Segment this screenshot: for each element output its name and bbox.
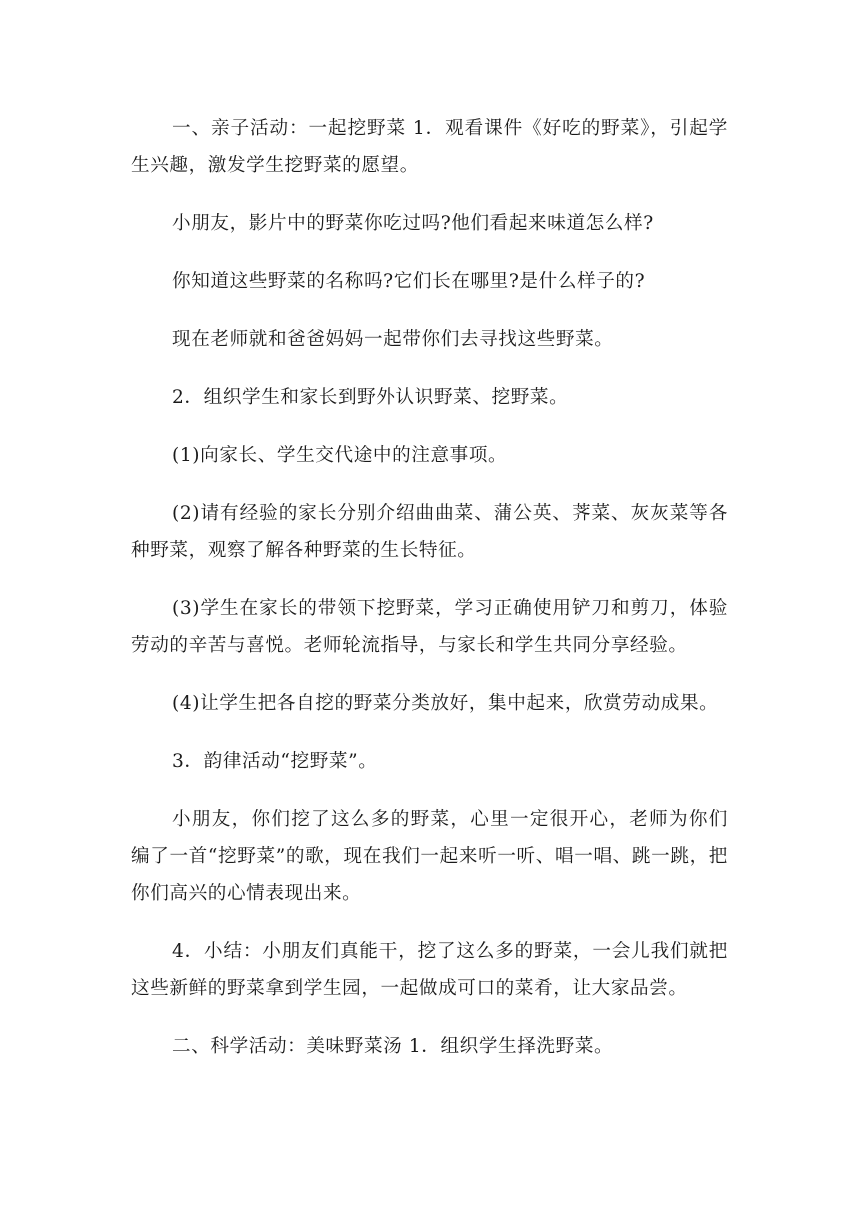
paragraph-step-2: 2．组织学生和家长到野外认识野菜、挖野菜。 [172, 387, 569, 408]
paragraph-search-together: 现在老师就和爸爸妈妈一起带你们去寻找这些野菜。 [172, 329, 614, 350]
paragraph-question-taste: 小朋友，影片中的野菜你吃过吗?他们看起来味道怎么样? [172, 213, 654, 234]
document-page [131, 110, 728, 1086]
paragraph-step-2-4: (4)让学生把各自挖的野菜分类放好，集中起来，欣赏劳动成果。 [172, 693, 719, 714]
paragraph-song: 小朋友，你们挖了这么多的野菜，心里一定很开心，老师为你们编了一首“挖野菜”的歌，现在我们一起来听一听、唱一唱、跳一跳，把你们高兴的心情表现出来。 [131, 809, 728, 904]
paragraph-parent-child-activity: 一、亲子活动：一起挖野菜 1．观看课件《好吃的野菜》，引起学生兴趣，激发学生挖野菜的愿望。 [131, 118, 728, 176]
paragraph-question-names: 你知道这些野菜的名称吗?它们长在哪里?是什么样子的? [172, 271, 646, 292]
paragraph-step-2-1: (1)向家长、学生交代途中的注意事项。 [172, 445, 508, 466]
paragraph-step-2-2: (2)请有经验的家长分别介绍曲曲菜、蒲公英、荠菜、灰灰菜等各种野菜，观察了解各种野菜的生长特征。 [131, 503, 728, 561]
paragraph-step-3: 3．韵律活动“挖野菜”。 [172, 751, 378, 772]
paragraph-step-4-summary: 4．小结：小朋友们真能干，挖了这么多的野菜，一会儿我们就把这些新鲜的野菜拿到学生园，一起做成可口的菜肴，让大家品尝。 [131, 941, 728, 999]
paragraph-science-activity: 二、科学活动：美味野菜汤 1．组织学生择洗野菜。 [172, 1036, 614, 1057]
paragraph-step-2-3: (3)学生在家长的带领下挖野菜，学习正确使用铲刀和剪刀，体验劳动的辛苦与喜悦。老师轮流指导，与家长和学生共同分享经验。 [131, 598, 728, 656]
